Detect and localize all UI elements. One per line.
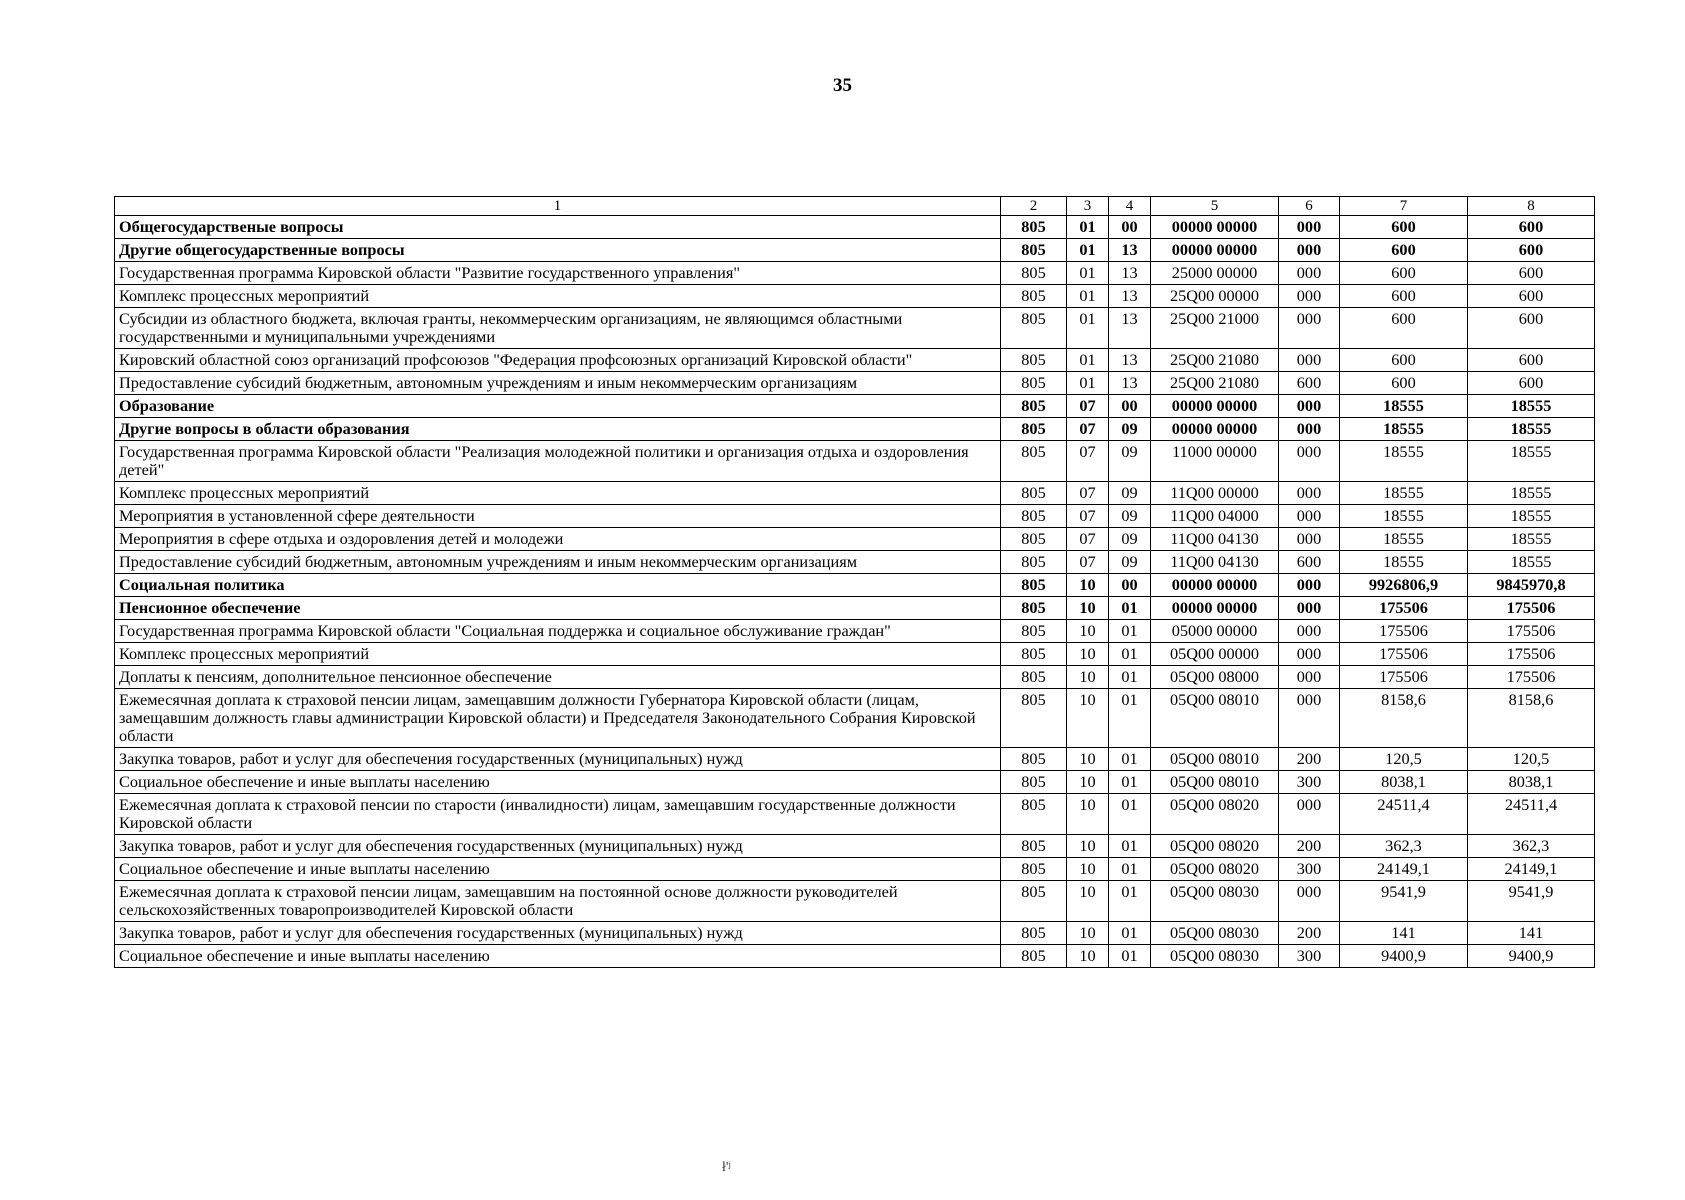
row-section: 10: [1067, 945, 1109, 968]
row-target-article: 25Q00 21080: [1151, 349, 1279, 372]
row-section: 07: [1067, 482, 1109, 505]
row-sum-year-2: 600: [1468, 308, 1595, 349]
table-row: [115, 262, 1595, 285]
row-name: Предоставление субсидий бюджетным, автономным учреждениям и иным некоммерческим организациям: [115, 551, 1001, 574]
row-name: Ежемесячная доплата к страховой пенсии по старости (инвалидности) лицам, замещавшим государственные должности Кировской области: [115, 794, 1001, 835]
table-row: [115, 945, 1595, 968]
row-admin-code: 805: [1001, 771, 1067, 794]
row-sum-year-2: 9541,9: [1468, 881, 1595, 922]
row-name: Кировский областной союз организаций профсоюзов "Федерация профсоюзных организаций Кировской области": [115, 349, 1001, 372]
row-subsection: 00: [1109, 574, 1151, 597]
row-subsection: 00: [1109, 216, 1151, 239]
row-admin-code: 805: [1001, 597, 1067, 620]
row-name: Социальное обеспечение и иные выплаты населению: [115, 771, 1001, 794]
row-admin-code: 805: [1001, 418, 1067, 441]
row-target-article: 00000 00000: [1151, 597, 1279, 620]
table-body: [115, 216, 1595, 968]
row-section: 10: [1067, 620, 1109, 643]
row-subsection: 01: [1109, 858, 1151, 881]
row-section: 01: [1067, 349, 1109, 372]
row-sum-year-1: 18555: [1340, 528, 1468, 551]
row-admin-code: 805: [1001, 372, 1067, 395]
row-sum-year-2: 18555: [1468, 505, 1595, 528]
header-cell: 6: [1279, 197, 1340, 216]
row-target-article: 05Q00 08030: [1151, 881, 1279, 922]
row-name: Ежемесячная доплата к страховой пенсии лицам, замещавшим должности Губернатора Кировской области (лицам, замещавшим должность главы администрации Кировской области) и Председателя Законодательного Собрания Кировской области: [115, 689, 1001, 748]
row-expense-type: 300: [1279, 858, 1340, 881]
row-subsection: 01: [1109, 666, 1151, 689]
row-subsection: 13: [1109, 308, 1151, 349]
row-name: Мероприятия в сфере отдыха и оздоровления детей и молодежи: [115, 528, 1001, 551]
table-row: [115, 794, 1595, 835]
row-expense-type: 300: [1279, 945, 1340, 968]
row-section: 07: [1067, 528, 1109, 551]
row-sum-year-1: 9541,9: [1340, 881, 1468, 922]
row-admin-code: 805: [1001, 748, 1067, 771]
table-row: [115, 689, 1595, 748]
row-sum-year-1: 600: [1340, 308, 1468, 349]
header-cell: 1: [115, 197, 1001, 216]
row-sum-year-2: 141: [1468, 922, 1595, 945]
row-admin-code: 805: [1001, 528, 1067, 551]
table-row: [115, 239, 1595, 262]
row-sum-year-1: 600: [1340, 285, 1468, 308]
row-section: 01: [1067, 308, 1109, 349]
header-cell: 3: [1067, 197, 1109, 216]
row-sum-year-2: 18555: [1468, 528, 1595, 551]
row-section: 10: [1067, 643, 1109, 666]
row-name: Закупка товаров, работ и услуг для обеспечения государственных (муниципальных) нужд: [115, 748, 1001, 771]
row-sum-year-1: 18555: [1340, 551, 1468, 574]
row-section: 01: [1067, 372, 1109, 395]
table-row: [115, 771, 1595, 794]
table-row: [115, 349, 1595, 372]
row-expense-type: 600: [1279, 551, 1340, 574]
row-sum-year-1: 9400,9: [1340, 945, 1468, 968]
row-target-article: 25Q00 21080: [1151, 372, 1279, 395]
table-row: [115, 441, 1595, 482]
row-subsection: 01: [1109, 689, 1151, 748]
row-name: Комплекс процессных мероприятий: [115, 643, 1001, 666]
row-subsection: 01: [1109, 881, 1151, 922]
row-admin-code: 805: [1001, 239, 1067, 262]
row-expense-type: 200: [1279, 748, 1340, 771]
row-name: Закупка товаров, работ и услуг для обеспечения государственных (муниципальных) нужд: [115, 835, 1001, 858]
row-admin-code: 805: [1001, 835, 1067, 858]
row-expense-type: 000: [1279, 597, 1340, 620]
row-target-article: 11Q00 04130: [1151, 528, 1279, 551]
row-target-article: 00000 00000: [1151, 574, 1279, 597]
row-section: 07: [1067, 418, 1109, 441]
row-sum-year-1: 141: [1340, 922, 1468, 945]
row-sum-year-1: 600: [1340, 262, 1468, 285]
row-sum-year-2: 9845970,8: [1468, 574, 1595, 597]
row-subsection: 01: [1109, 945, 1151, 968]
row-target-article: 11000 00000: [1151, 441, 1279, 482]
row-sum-year-2: 120,5: [1468, 748, 1595, 771]
row-sum-year-1: 120,5: [1340, 748, 1468, 771]
row-name: Комплекс процессных мероприятий: [115, 482, 1001, 505]
row-expense-type: 000: [1279, 395, 1340, 418]
row-target-article: 11Q00 00000: [1151, 482, 1279, 505]
row-subsection: 01: [1109, 748, 1151, 771]
row-target-article: 05Q00 08030: [1151, 922, 1279, 945]
row-admin-code: 805: [1001, 308, 1067, 349]
row-section: 07: [1067, 551, 1109, 574]
table-row: [115, 858, 1595, 881]
row-sum-year-1: 175506: [1340, 643, 1468, 666]
row-expense-type: 000: [1279, 881, 1340, 922]
row-target-article: 05Q00 08020: [1151, 858, 1279, 881]
row-target-article: 00000 00000: [1151, 395, 1279, 418]
row-admin-code: 805: [1001, 551, 1067, 574]
row-target-article: 05Q00 08020: [1151, 835, 1279, 858]
row-target-article: 25Q00 00000: [1151, 285, 1279, 308]
row-subsection: 01: [1109, 620, 1151, 643]
row-expense-type: 000: [1279, 285, 1340, 308]
row-target-article: 05000 00000: [1151, 620, 1279, 643]
row-sum-year-1: 24511,4: [1340, 794, 1468, 835]
row-expense-type: 600: [1279, 372, 1340, 395]
row-expense-type: 000: [1279, 620, 1340, 643]
row-sum-year-2: 600: [1468, 262, 1595, 285]
row-name: Субсидии из областного бюджета, включая гранты, некоммерческим организациям, не являющимся областными государственными и муниципальными учреждениями: [115, 308, 1001, 349]
row-admin-code: 805: [1001, 945, 1067, 968]
row-subsection: 09: [1109, 505, 1151, 528]
table-row: [115, 620, 1595, 643]
row-section: 10: [1067, 881, 1109, 922]
row-section: 01: [1067, 216, 1109, 239]
table-row: [115, 418, 1595, 441]
header-cell: 2: [1001, 197, 1067, 216]
row-section: 10: [1067, 689, 1109, 748]
table-row: [115, 395, 1595, 418]
row-subsection: 01: [1109, 794, 1151, 835]
row-sum-year-1: 8158,6: [1340, 689, 1468, 748]
row-target-article: 05Q00 08010: [1151, 689, 1279, 748]
row-target-article: 05Q00 08030: [1151, 945, 1279, 968]
row-expense-type: 000: [1279, 643, 1340, 666]
row-name: Доплаты к пенсиям, дополнительное пенсионное обеспечение: [115, 666, 1001, 689]
row-section: 07: [1067, 505, 1109, 528]
table-row: [115, 551, 1595, 574]
row-sum-year-2: 600: [1468, 216, 1595, 239]
row-admin-code: 805: [1001, 505, 1067, 528]
row-subsection: 13: [1109, 285, 1151, 308]
row-expense-type: 000: [1279, 528, 1340, 551]
table-row: [115, 881, 1595, 922]
row-sum-year-1: 175506: [1340, 620, 1468, 643]
row-sum-year-2: 175506: [1468, 643, 1595, 666]
row-expense-type: 000: [1279, 482, 1340, 505]
row-sum-year-1: 18555: [1340, 395, 1468, 418]
row-section: 10: [1067, 666, 1109, 689]
row-sum-year-2: 18555: [1468, 395, 1595, 418]
row-target-article: 25Q00 21000: [1151, 308, 1279, 349]
row-expense-type: 000: [1279, 349, 1340, 372]
row-expense-type: 000: [1279, 262, 1340, 285]
row-subsection: 09: [1109, 482, 1151, 505]
row-sum-year-1: 8038,1: [1340, 771, 1468, 794]
row-target-article: 25000 00000: [1151, 262, 1279, 285]
row-sum-year-1: 600: [1340, 216, 1468, 239]
row-name: Мероприятия в установленной сфере деятельности: [115, 505, 1001, 528]
row-admin-code: 805: [1001, 620, 1067, 643]
row-admin-code: 805: [1001, 666, 1067, 689]
row-admin-code: 805: [1001, 643, 1067, 666]
row-section: 01: [1067, 262, 1109, 285]
row-target-article: 05Q00 08000: [1151, 666, 1279, 689]
header-cell: 8: [1468, 197, 1595, 216]
row-target-article: 00000 00000: [1151, 216, 1279, 239]
row-target-article: 11Q00 04130: [1151, 551, 1279, 574]
row-section: 10: [1067, 794, 1109, 835]
row-sum-year-1: 18555: [1340, 482, 1468, 505]
row-sum-year-2: 18555: [1468, 482, 1595, 505]
row-sum-year-2: 8038,1: [1468, 771, 1595, 794]
row-name: Другие общегосударственные вопросы: [115, 239, 1001, 262]
row-admin-code: 805: [1001, 349, 1067, 372]
table-row: [115, 574, 1595, 597]
row-sum-year-1: 175506: [1340, 597, 1468, 620]
row-sum-year-2: 600: [1468, 239, 1595, 262]
row-subsection: 09: [1109, 441, 1151, 482]
row-expense-type: 000: [1279, 308, 1340, 349]
row-sum-year-2: 18555: [1468, 418, 1595, 441]
row-expense-type: 000: [1279, 418, 1340, 441]
row-subsection: 00: [1109, 395, 1151, 418]
table-row: [115, 666, 1595, 689]
row-target-article: 05Q00 08010: [1151, 771, 1279, 794]
row-target-article: 00000 00000: [1151, 418, 1279, 441]
table-row: [115, 216, 1595, 239]
row-admin-code: 805: [1001, 262, 1067, 285]
row-name: Социальная политика: [115, 574, 1001, 597]
row-sum-year-2: 600: [1468, 349, 1595, 372]
table-row: [115, 285, 1595, 308]
row-target-article: 11Q00 04000: [1151, 505, 1279, 528]
row-expense-type: 000: [1279, 689, 1340, 748]
row-admin-code: 805: [1001, 482, 1067, 505]
row-subsection: 01: [1109, 771, 1151, 794]
row-sum-year-1: 18555: [1340, 418, 1468, 441]
table-row: [115, 748, 1595, 771]
row-section: 10: [1067, 748, 1109, 771]
row-sum-year-1: 600: [1340, 349, 1468, 372]
row-sum-year-2: 362,3: [1468, 835, 1595, 858]
table-row: [115, 482, 1595, 505]
table-row: [115, 597, 1595, 620]
row-expense-type: 200: [1279, 835, 1340, 858]
row-name: Другие вопросы в области образования: [115, 418, 1001, 441]
page-number: 35: [833, 75, 852, 96]
table-row: [115, 372, 1595, 395]
row-target-article: 05Q00 00000: [1151, 643, 1279, 666]
row-name: Социальное обеспечение и иные выплаты населению: [115, 858, 1001, 881]
row-sum-year-1: 9926806,9: [1340, 574, 1468, 597]
row-name: Комплекс процессных мероприятий: [115, 285, 1001, 308]
row-subsection: 01: [1109, 597, 1151, 620]
row-expense-type: 200: [1279, 922, 1340, 945]
row-section: 01: [1067, 285, 1109, 308]
row-sum-year-2: 175506: [1468, 620, 1595, 643]
row-sum-year-1: 362,3: [1340, 835, 1468, 858]
row-admin-code: 805: [1001, 285, 1067, 308]
row-sum-year-2: 600: [1468, 285, 1595, 308]
header-cell: 7: [1340, 197, 1468, 216]
row-admin-code: 805: [1001, 881, 1067, 922]
row-subsection: 13: [1109, 349, 1151, 372]
row-subsection: 09: [1109, 418, 1151, 441]
row-sum-year-1: 600: [1340, 239, 1468, 262]
row-sum-year-2: 175506: [1468, 666, 1595, 689]
row-sum-year-2: 600: [1468, 372, 1595, 395]
row-sum-year-1: 18555: [1340, 441, 1468, 482]
row-admin-code: 805: [1001, 858, 1067, 881]
row-name: Предоставление субсидий бюджетным, автономным учреждениям и иным некоммерческим организациям: [115, 372, 1001, 395]
row-expense-type: 300: [1279, 771, 1340, 794]
row-name: Закупка товаров, работ и услуг для обеспечения государственных (муниципальных) нужд: [115, 922, 1001, 945]
row-subsection: 01: [1109, 643, 1151, 666]
row-target-article: 05Q00 08010: [1151, 748, 1279, 771]
table-row: [115, 308, 1595, 349]
budget-table: [114, 196, 1595, 968]
footer-mark: ł'ʲ: [722, 1160, 731, 1175]
row-sum-year-1: 175506: [1340, 666, 1468, 689]
row-name: Пенсионное обеспечение: [115, 597, 1001, 620]
row-sum-year-2: 24511,4: [1468, 794, 1595, 835]
row-section: 10: [1067, 922, 1109, 945]
row-admin-code: 805: [1001, 574, 1067, 597]
row-admin-code: 805: [1001, 216, 1067, 239]
row-section: 10: [1067, 835, 1109, 858]
row-section: 01: [1067, 239, 1109, 262]
row-admin-code: 805: [1001, 395, 1067, 418]
row-admin-code: 805: [1001, 441, 1067, 482]
row-sum-year-2: 24149,1: [1468, 858, 1595, 881]
row-subsection: 09: [1109, 551, 1151, 574]
row-subsection: 13: [1109, 239, 1151, 262]
row-sum-year-1: 600: [1340, 372, 1468, 395]
row-admin-code: 805: [1001, 922, 1067, 945]
header-cell: 5: [1151, 197, 1279, 216]
row-expense-type: 000: [1279, 666, 1340, 689]
row-expense-type: 000: [1279, 216, 1340, 239]
header-cell: 4: [1109, 197, 1151, 216]
row-section: 10: [1067, 574, 1109, 597]
row-section: 07: [1067, 441, 1109, 482]
row-expense-type: 000: [1279, 441, 1340, 482]
row-name: Государственная программа Кировской области "Реализация молодежной политики и организация отдыха и оздоровления детей": [115, 441, 1001, 482]
row-name: Государственная программа Кировской области "Социальная поддержка и социальное обслуживание граждан": [115, 620, 1001, 643]
row-admin-code: 805: [1001, 689, 1067, 748]
row-section: 07: [1067, 395, 1109, 418]
row-sum-year-2: 175506: [1468, 597, 1595, 620]
row-name: Государственная программа Кировской области "Развитие государственного управления": [115, 262, 1001, 285]
row-target-article: 00000 00000: [1151, 239, 1279, 262]
row-expense-type: 000: [1279, 239, 1340, 262]
row-sum-year-1: 24149,1: [1340, 858, 1468, 881]
row-section: 10: [1067, 597, 1109, 620]
row-target-article: 05Q00 08020: [1151, 794, 1279, 835]
row-subsection: 01: [1109, 922, 1151, 945]
table-row: [115, 835, 1595, 858]
row-expense-type: 000: [1279, 574, 1340, 597]
row-subsection: 13: [1109, 372, 1151, 395]
row-section: 10: [1067, 858, 1109, 881]
row-section: 10: [1067, 771, 1109, 794]
row-admin-code: 805: [1001, 794, 1067, 835]
table-row: [115, 643, 1595, 666]
row-subsection: 09: [1109, 528, 1151, 551]
row-expense-type: 000: [1279, 794, 1340, 835]
row-name: Социальное обеспечение и иные выплаты населению: [115, 945, 1001, 968]
row-subsection: 01: [1109, 835, 1151, 858]
header-row: [115, 197, 1595, 216]
row-sum-year-1: 18555: [1340, 505, 1468, 528]
row-sum-year-2: 18555: [1468, 441, 1595, 482]
row-name: Общегосударственые вопросы: [115, 216, 1001, 239]
row-name: Образование: [115, 395, 1001, 418]
table-row: [115, 528, 1595, 551]
table-row: [115, 922, 1595, 945]
row-sum-year-2: 18555: [1468, 551, 1595, 574]
row-sum-year-2: 9400,9: [1468, 945, 1595, 968]
row-name: Ежемесячная доплата к страховой пенсии лицам, замещавшим на постоянной основе должности руководителей сельскохозяйственных товаропроизводителей Кировской области: [115, 881, 1001, 922]
row-sum-year-2: 8158,6: [1468, 689, 1595, 748]
row-expense-type: 000: [1279, 505, 1340, 528]
row-subsection: 13: [1109, 262, 1151, 285]
table-row: [115, 505, 1595, 528]
